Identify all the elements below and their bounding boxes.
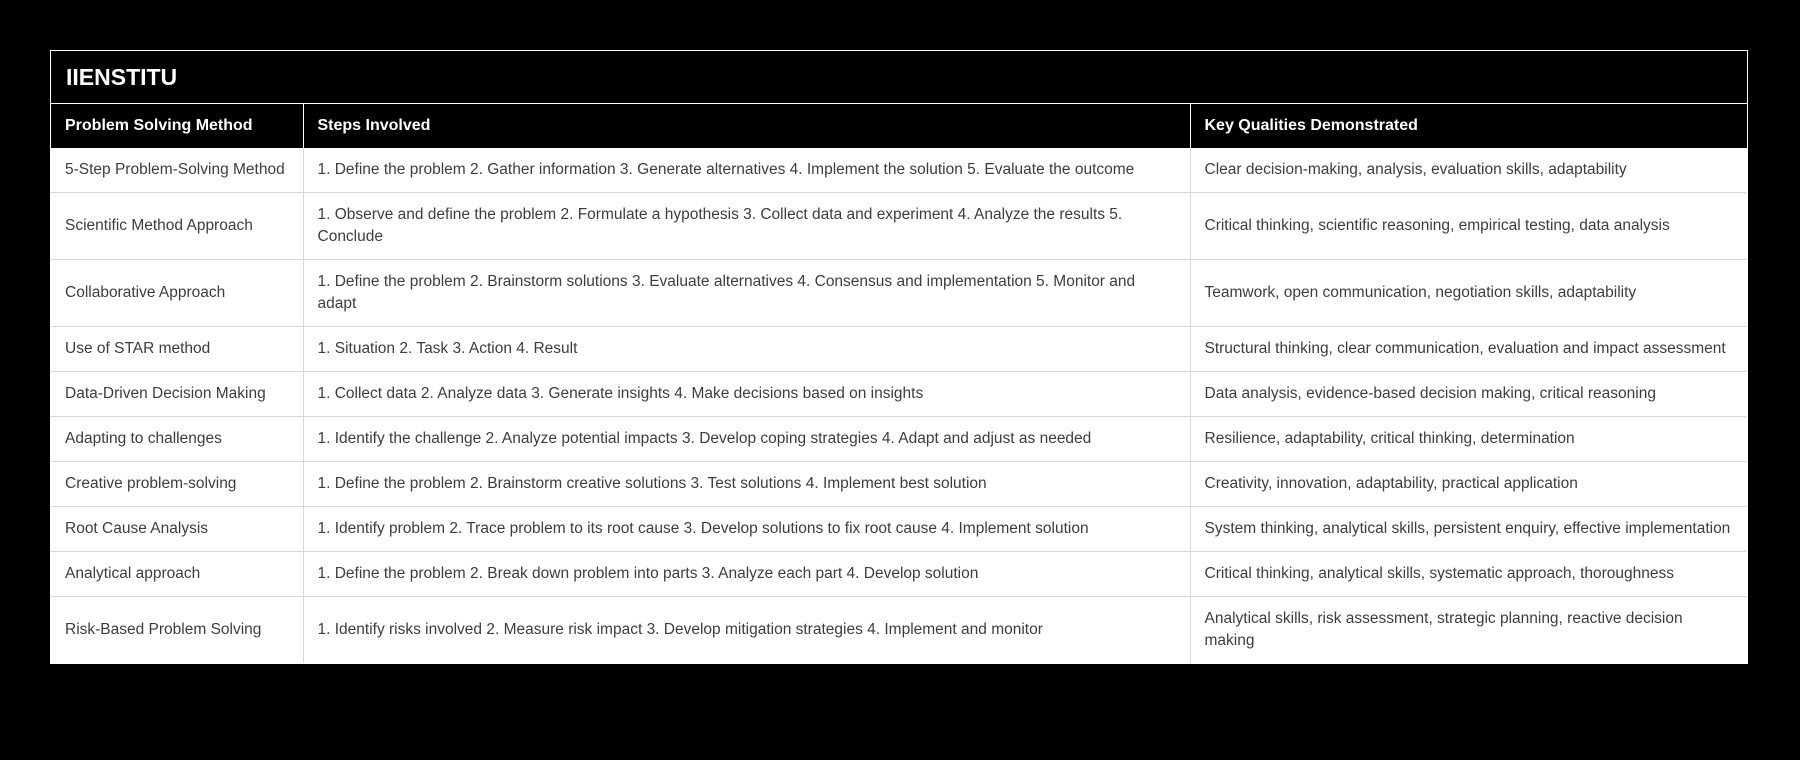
method-cell: Analytical approach <box>51 552 303 597</box>
qualities-cell: Data analysis, evidence-based decision making, critical reasoning <box>1190 372 1747 417</box>
column-header-0: Problem Solving Method <box>51 104 303 148</box>
qualities-cell: Creativity, innovation, adaptability, practical application <box>1190 462 1747 507</box>
table-row <box>51 417 1747 462</box>
steps-cell: 1. Define the problem 2. Gather information 3. Generate alternatives 4. Implement the solution 5. Evaluate the outcome <box>303 148 1190 193</box>
method-cell: Collaborative Approach <box>51 260 303 327</box>
steps-cell: 1. Collect data 2. Analyze data 3. Generate insights 4. Make decisions based on insights <box>303 372 1190 417</box>
table-row <box>51 462 1747 507</box>
methods-table-card <box>50 50 1748 664</box>
method-cell: Scientific Method Approach <box>51 193 303 260</box>
table-row <box>51 372 1747 417</box>
qualities-cell: Critical thinking, analytical skills, systematic approach, thoroughness <box>1190 552 1747 597</box>
steps-cell: 1. Identify the challenge 2. Analyze potential impacts 3. Develop coping strategies 4. Adapt and adjust as needed <box>303 417 1190 462</box>
method-cell: Root Cause Analysis <box>51 507 303 552</box>
table-row <box>51 260 1747 327</box>
steps-cell: 1. Define the problem 2. Brainstorm creative solutions 3. Test solutions 4. Implement best solution <box>303 462 1190 507</box>
table-row <box>51 507 1747 552</box>
steps-cell: 1. Identify risks involved 2. Measure risk impact 3. Develop mitigation strategies 4. Implement and monitor <box>303 597 1190 664</box>
table-row <box>51 327 1747 372</box>
column-header-1: Steps Involved <box>303 104 1190 148</box>
method-cell: Data-Driven Decision Making <box>51 372 303 417</box>
table-header <box>51 104 1747 148</box>
steps-cell: 1. Define the problem 2. Brainstorm solutions 3. Evaluate alternatives 4. Consensus and implementation 5. Monitor and adapt <box>303 260 1190 327</box>
qualities-cell: Teamwork, open communication, negotiation skills, adaptability <box>1190 260 1747 327</box>
qualities-cell: Resilience, adaptability, critical thinking, determination <box>1190 417 1747 462</box>
table-row <box>51 193 1747 260</box>
method-cell: Use of STAR method <box>51 327 303 372</box>
steps-cell: 1. Identify problem 2. Trace problem to its root cause 3. Develop solutions to fix root cause 4. Implement solution <box>303 507 1190 552</box>
header-row <box>51 104 1747 148</box>
steps-cell: 1. Observe and define the problem 2. Formulate a hypothesis 3. Collect data and experiment 4. Analyze the results 5. Conclude <box>303 193 1190 260</box>
steps-cell: 1. Situation 2. Task 3. Action 4. Result <box>303 327 1190 372</box>
methods-table <box>51 104 1747 663</box>
qualities-cell: Analytical skills, risk assessment, strategic planning, reactive decision making <box>1190 597 1747 664</box>
method-cell: Risk-Based Problem Solving <box>51 597 303 664</box>
qualities-cell: Clear decision-making, analysis, evaluation skills, adaptability <box>1190 148 1747 193</box>
method-cell: 5-Step Problem-Solving Method <box>51 148 303 193</box>
qualities-cell: Structural thinking, clear communication, evaluation and impact assessment <box>1190 327 1747 372</box>
table-row <box>51 552 1747 597</box>
method-cell: Adapting to challenges <box>51 417 303 462</box>
table-title: IIENSTITU <box>51 51 1747 104</box>
qualities-cell: Critical thinking, scientific reasoning, empirical testing, data analysis <box>1190 193 1747 260</box>
table-row <box>51 597 1747 664</box>
table-row <box>51 148 1747 193</box>
table-body <box>51 148 1747 663</box>
method-cell: Creative problem-solving <box>51 462 303 507</box>
steps-cell: 1. Define the problem 2. Break down problem into parts 3. Analyze each part 4. Develop solution <box>303 552 1190 597</box>
column-header-2: Key Qualities Demonstrated <box>1190 104 1747 148</box>
qualities-cell: System thinking, analytical skills, persistent enquiry, effective implementation <box>1190 507 1747 552</box>
